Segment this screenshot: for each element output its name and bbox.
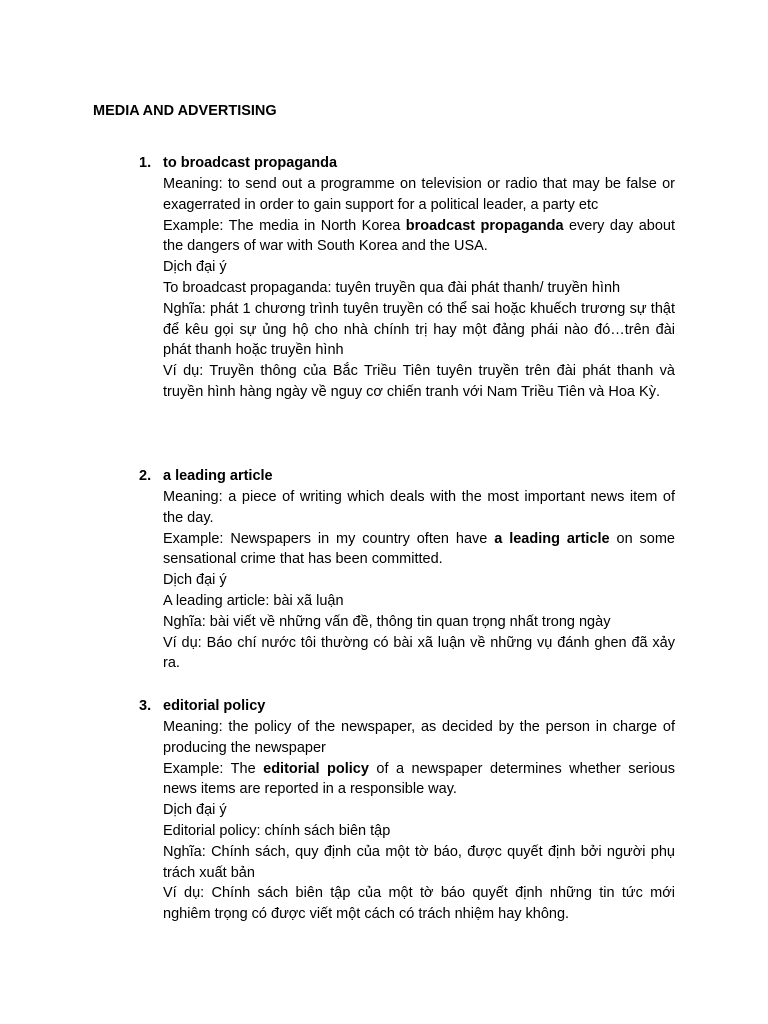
entry-body [163,487,675,674]
entry-body [163,717,675,925]
entry-nghia: Nghĩa: phát 1 chương trình tuyên truyền có thể sai hoặc khuếch trương sự thật để kêu gọi sự ủng hộ cho nhà chính trị hay một đảng phái nào đó…trên đài phát thanh hoặc truyền hình [163,300,675,359]
entry-heading [139,466,675,487]
entry-translation-label: Dịch đại ý [163,572,227,589]
entry-number: 3. [139,698,152,714]
document-title: MEDIA AND ADVERTISING [93,103,277,119]
entry-meaning: Meaning: a piece of writing which deals with the most important news item of the day. [163,489,675,526]
entry-example: Example: The editorial policy of a newspaper determines whether serious news items are reported in a responsible way. [163,760,675,798]
entry-term: to broadcast propaganda [163,155,338,171]
entry-translation: A leading article: bài xã luận [163,592,344,609]
entry-translation: Editorial policy: chính sách biên tập [163,822,391,839]
entry-number: 2. [139,468,152,484]
entry-vidu: Ví dụ: Chính sách biên tập của một tờ báo quyết định những tin tức mới nghiêm trọng có được viết một cách có trách nhiệm hay không. [163,885,675,923]
vocab-entry [139,466,675,674]
entry-heading [139,696,675,717]
vocab-entry [139,153,675,403]
example-term: editorial policy [263,760,369,777]
entry-body [163,174,675,403]
entry-example: Example: The media in North Korea broadcast propaganda every day about the dangers of war with South Korea and the USA. [163,217,675,255]
entry-meaning: Meaning: to send out a programme on television or radio that may be false or exagerrated in order to gain support for a political leader, a party etc [163,176,675,213]
example-term: broadcast propaganda [405,217,564,234]
entry-nghia: Nghĩa: Chính sách, quy định của một tờ báo, được quyết định bởi người phụ trách xuất bản [163,843,675,881]
vocab-entry [139,696,675,925]
entry-translation: To broadcast propaganda: tuyên truyền qua đài phát thanh/ truyền hình [163,279,621,296]
entry-translation-label: Dịch đại ý [163,802,227,819]
entry-vidu: Ví dụ: Truyền thông của Bắc Triều Tiên tuyên truyền trên đài phát thanh và truyền hình hàng ngày về nguy cơ chiến tranh với Nam Triều Tiên và Hoa Kỳ. [163,363,675,400]
entry-vidu: Ví dụ: Báo chí nước tôi thường có bài xã luận về những vụ đánh ghen đã xảy ra. [163,634,675,672]
entry-heading [139,153,675,174]
entry-term: editorial policy [163,698,266,714]
entry-example: Example: Newspapers in my country often have a leading article on some sensational crime that has been committed. [163,530,675,568]
entry-term: a leading article [163,468,273,484]
entry-meaning: Meaning: the policy of the newspaper, as decided by the person in charge of producing the newspaper [163,719,675,756]
example-term: a leading article [494,530,610,547]
entry-translation-label: Dịch đại ý [163,259,227,276]
entry-nghia: Nghĩa: bài viết về những vấn đề, thông tin quan trọng nhất trong ngày [163,613,611,630]
entry-number: 1. [139,155,152,171]
